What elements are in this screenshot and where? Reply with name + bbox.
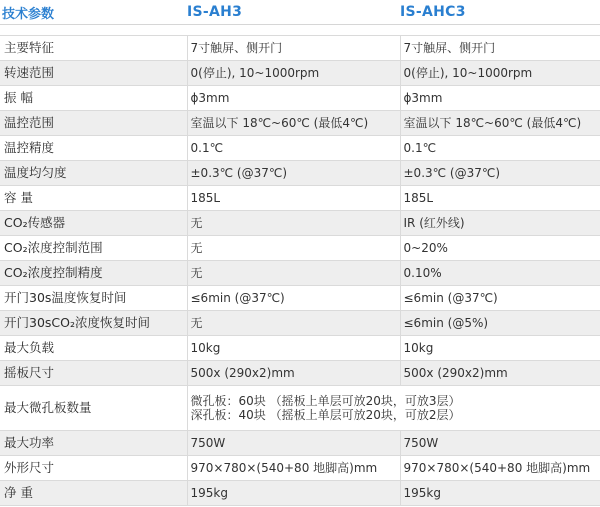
param-header: 技术参数 xyxy=(0,0,187,25)
model-a-value: 无 xyxy=(187,311,400,336)
row-label: 温度均匀度 xyxy=(0,161,187,186)
table-row xyxy=(0,61,600,86)
model-b-value: ≤6min (@5%) xyxy=(400,311,600,336)
table-row xyxy=(0,286,600,311)
row-label: 净 重 xyxy=(0,481,187,506)
deepwell-plate-line: 深孔板：40块 （摇板上单层可放20块，可放2层） xyxy=(190,408,461,422)
model-b-value: 0.1℃ xyxy=(400,136,600,161)
model-b-value: 970×780×(540+80 地脚高)mm xyxy=(400,456,600,481)
table-row xyxy=(0,236,600,261)
row-label: 温控精度 xyxy=(0,136,187,161)
table-row xyxy=(0,336,600,361)
row-label: 容 量 xyxy=(0,186,187,211)
model-b-value: 195kg xyxy=(400,481,600,506)
row-label: 振 幅 xyxy=(0,86,187,111)
model-b-value: 10kg xyxy=(400,336,600,361)
row-label: 开门30sCO₂浓度恢复时间 xyxy=(0,311,187,336)
model-b-value: 500x (290x2)mm xyxy=(400,361,600,386)
model-a-value: 185L xyxy=(187,186,400,211)
model-a-value: ≤6min (@37℃) xyxy=(187,286,400,311)
table-row xyxy=(0,186,600,211)
table-row xyxy=(0,136,600,161)
model-a-header: IS-AH3 xyxy=(187,0,400,25)
model-a-value: 无 xyxy=(187,236,400,261)
model-a-value: 0(停止), 10~1000rpm xyxy=(187,61,400,86)
table-row xyxy=(0,456,600,481)
table-row xyxy=(0,311,600,336)
model-a-value: 0.1℃ xyxy=(187,136,400,161)
model-b-value: IR (红外线) xyxy=(400,211,600,236)
model-a-value: 10kg xyxy=(187,336,400,361)
table-row xyxy=(0,111,600,136)
table-row xyxy=(0,86,600,111)
model-b-value: 0.10% xyxy=(400,261,600,286)
model-a-value: 无 xyxy=(187,261,400,286)
row-label: 温控范围 xyxy=(0,111,187,136)
row-label: 最大功率 xyxy=(0,431,187,456)
model-a-value: 195kg xyxy=(187,481,400,506)
model-a-value: ±0.3℃ (@37℃) xyxy=(187,161,400,186)
model-b-header: IS-AHC3 xyxy=(400,0,600,25)
model-a-value: 750W xyxy=(187,431,400,456)
row-label: 摇板尺寸 xyxy=(0,361,187,386)
spacer-row xyxy=(0,25,600,36)
table-row xyxy=(0,431,600,456)
row-label: 最大微孔板数量 xyxy=(0,386,187,431)
model-a-value: 7寸触屏、侧开门 xyxy=(187,36,400,61)
table-row xyxy=(0,386,600,431)
model-b-value: 185L xyxy=(400,186,600,211)
table-row xyxy=(0,211,600,236)
merged-value xyxy=(187,386,600,431)
row-label: 主要特征 xyxy=(0,36,187,61)
table-row xyxy=(0,481,600,506)
model-a-value: 无 xyxy=(187,211,400,236)
table-row xyxy=(0,36,600,61)
model-b-value: 0(停止), 10~1000rpm xyxy=(400,61,600,86)
model-b-value: 室温以下 18℃~60℃ (最低4℃) xyxy=(400,111,600,136)
model-b-value: 750W xyxy=(400,431,600,456)
table-row xyxy=(0,261,600,286)
model-a-value: 室温以下 18℃~60℃ (最低4℃) xyxy=(187,111,400,136)
row-label: 转速范围 xyxy=(0,61,187,86)
model-a-value: ϕ3mm xyxy=(187,86,400,111)
table-row xyxy=(0,161,600,186)
row-label: CO₂传感器 xyxy=(0,211,187,236)
model-b-value: ±0.3℃ (@37℃) xyxy=(400,161,600,186)
row-label: 最大负载 xyxy=(0,336,187,361)
model-a-value: 970×780×(540+80 地脚高)mm xyxy=(187,456,400,481)
model-b-value: ≤6min (@37℃) xyxy=(400,286,600,311)
model-b-value: 0~20% xyxy=(400,236,600,261)
table-row xyxy=(0,361,600,386)
row-label: CO₂浓度控制精度 xyxy=(0,261,187,286)
row-label: 开门30s温度恢复时间 xyxy=(0,286,187,311)
microplate-line: 微孔板：60块 （摇板上单层可放20块，可放3层） xyxy=(190,394,461,408)
header-row xyxy=(0,0,600,25)
row-label: 外形尺寸 xyxy=(0,456,187,481)
model-b-value: ϕ3mm xyxy=(400,86,600,111)
model-a-value: 500x (290x2)mm xyxy=(187,361,400,386)
model-b-value: 7寸触屏、侧开门 xyxy=(400,36,600,61)
row-label: CO₂浓度控制范围 xyxy=(0,236,187,261)
